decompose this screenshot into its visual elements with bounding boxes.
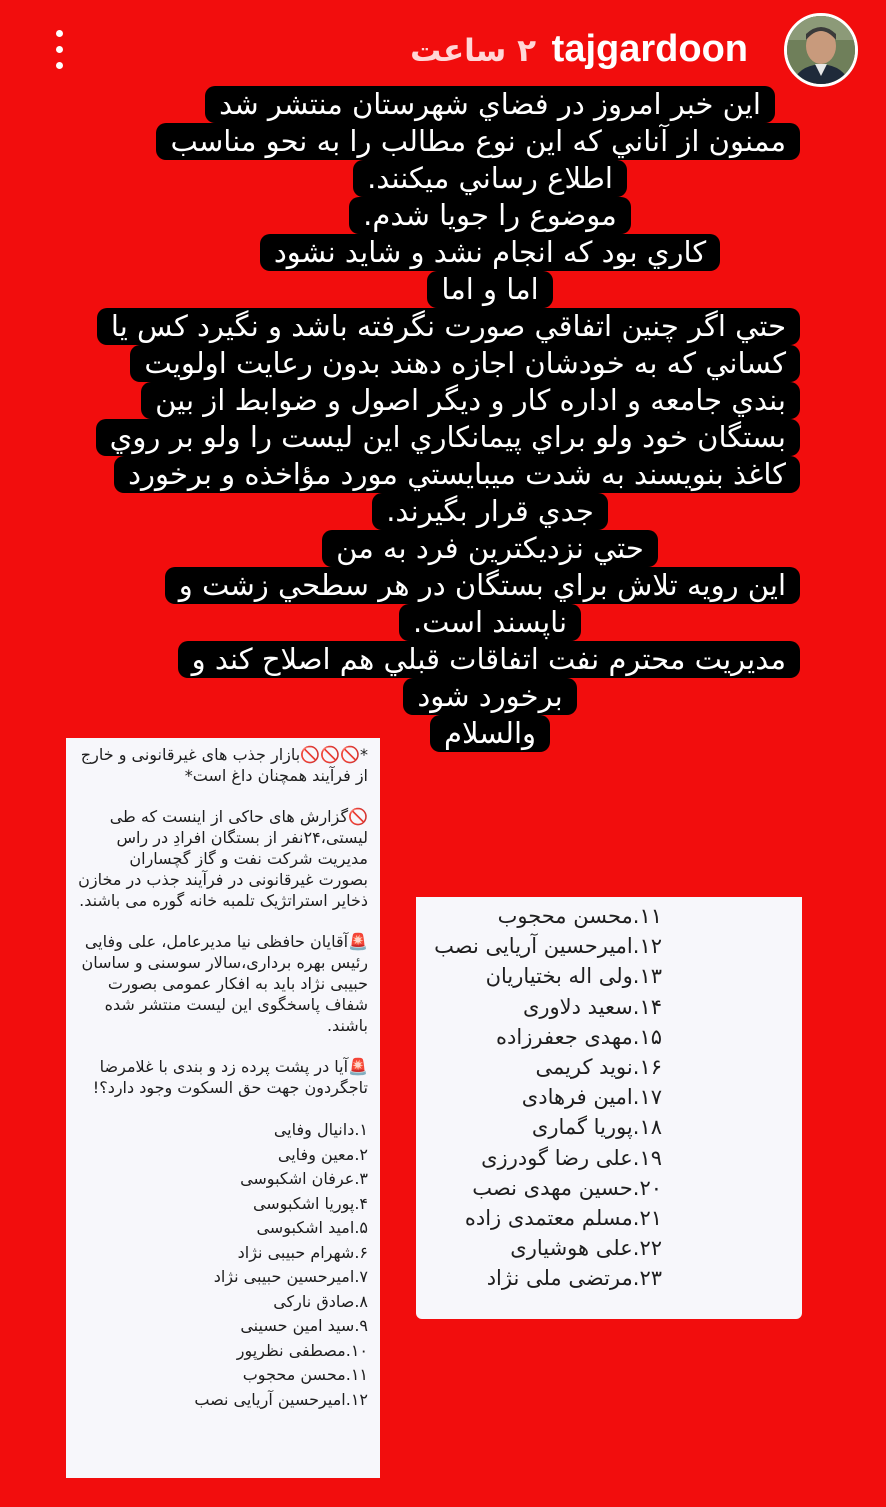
right-name-list xyxy=(436,901,662,1294)
list-item: ۱.دانیال وفایی xyxy=(273,1120,368,1139)
story-text-line: اين خبر امروز در فضاي شهرستان منتشر شد xyxy=(205,86,775,123)
story-text-line: اطلاع رساني ميكنند. xyxy=(353,160,627,197)
list-item: ۱۱.محسن محجوب xyxy=(497,904,662,928)
list-item: ۱۵.مهدی جعفرزاده xyxy=(496,1024,662,1049)
list-item: ۲.معین وفایی xyxy=(277,1144,368,1164)
story-text-line: موضوع را جويا شدم. xyxy=(349,197,631,234)
story-text-line: كاري بود كه انجام نشد و شايد نشود xyxy=(260,234,720,271)
story-text-line: كساني كه به خودشان اجازه دهند بدون رعايت اولويت xyxy=(130,345,800,382)
story-text-line: ناپسند است. xyxy=(399,604,581,641)
list-item: ۲۰.حسین مهدی نصب xyxy=(472,1175,662,1200)
story-text-line: اما و اما xyxy=(427,271,552,308)
story-text-line: اين رويه تلاش براي بستگان در هر سطحي زشت و xyxy=(165,567,800,604)
username[interactable]: tajgardoon xyxy=(551,28,748,70)
list-item: ۹.سید امین حسینی xyxy=(240,1316,368,1335)
list-item: ۶.شهرام حبیبی نژاد xyxy=(237,1242,368,1262)
list-item: ۱۴.سعید دلاوری xyxy=(522,994,662,1019)
list-item: ۱۲.امیرحسین آریایی نصب xyxy=(194,1389,368,1409)
left-paragraph: *🚫🚫🚫بازار جذب های غیرقانونی و خارج از فرآیند همچنان داغ است* xyxy=(80,745,368,785)
left-paragraph: 🚫گزارش های حاکی از اینست که طی لیستی،۲۴نفر از بستگان افرادِ در راس مدیریت شرکت نفت و گاز گچساران بصورت غیرقانونی در فرآیند جذب در مخازن ذخایر استراتژیک تلمبه خانه گوره می باشند. xyxy=(78,807,368,910)
list-item: ۱۹.علی رضا گودرزی xyxy=(481,1145,662,1170)
story-text-line: بستگان خود ولو براي پيمانكاري اين ليست را ولو بر روي xyxy=(96,419,800,456)
story-text-line: كاغذ بنويسند به شدت ميبايستي مورد مؤاخذه و برخورد xyxy=(114,456,800,493)
list-item: ۱۶.نوید کریمی xyxy=(535,1055,662,1080)
left-paragraph: 🚨آیا در پشت پرده زد و بندی با غلامرضا تاجگردون جهت حق السکوت وجود دارد؟! xyxy=(92,1057,368,1097)
story-time: ۲ ساعت xyxy=(410,33,536,69)
story-text-line: ممنون از آناني كه اين نوع مطالب را به نحو مناسب xyxy=(156,123,800,160)
list-item: ۱۸.پوریا گماری xyxy=(531,1115,662,1140)
list-item: ۱۷.امین فرهادی xyxy=(521,1085,662,1110)
story-text-block xyxy=(109,86,800,752)
story-text-line: برخورد شود xyxy=(403,678,576,715)
left-paragraphs xyxy=(76,744,368,1098)
list-item: ۱۱.محسن محجوب xyxy=(242,1365,368,1384)
list-item: ۲۳.مرتضی ملی نژاد xyxy=(486,1266,662,1291)
list-item: ۱۰.مصطفی نظرپور xyxy=(236,1340,368,1360)
list-item: ۷.امیرحسین حبیبی نژاد xyxy=(213,1267,368,1286)
left-paragraph: 🚨آقایان حافظی نیا مدیرعامل، علی وفایی رئیس بهره برداری،سالار سوسنی و ساسان حبیبی نژاد باید به افکار عمومی بصورت شفاف پاسخگوی این لیست منتشر شده باشند. xyxy=(81,932,368,1035)
avatar[interactable] xyxy=(784,13,858,87)
list-item: ۲۲.علی هوشیاری xyxy=(510,1236,662,1261)
story-text-line: جدي قرار بگيرند. xyxy=(372,493,608,530)
list-item: ۴.پوریا اشکبوسی xyxy=(252,1193,368,1213)
avatar-photo-icon xyxy=(787,16,855,84)
left-name-list xyxy=(76,1118,368,1412)
left-screenshot xyxy=(66,738,380,1478)
story-header xyxy=(0,0,886,100)
list-item: ۵.امید اشکبوسی xyxy=(256,1218,368,1237)
list-item: ۱۳.ولی اله بختیاریان xyxy=(485,964,662,989)
right-screenshot xyxy=(416,897,802,1319)
list-item: ۸.صادق نارکی xyxy=(273,1291,368,1311)
story-text-line: حتي اگر چنين اتفاقي صورت نگرفته باشد و نگيرد كس يا xyxy=(97,308,800,345)
list-item: ۳.عرفان اشکبوسی xyxy=(240,1169,368,1188)
story-text-line: حتي نزديكترين فرد به من xyxy=(322,530,658,567)
list-item: ۱۲.امیرحسین آریایی نصب xyxy=(434,934,662,959)
list-item: ۲۱.مسلم معتمدی زاده xyxy=(464,1206,662,1231)
more-vertical-icon[interactable] xyxy=(44,28,74,72)
story-text-line: والسلام xyxy=(430,715,550,752)
story-text-line: مديريت محترم نفت اتفاقات قبلي هم اصلاح كند و xyxy=(178,641,800,678)
story-text-line: بندي جامعه و اداره كار و ديگر اصول و ضوابط از بين xyxy=(141,382,800,419)
